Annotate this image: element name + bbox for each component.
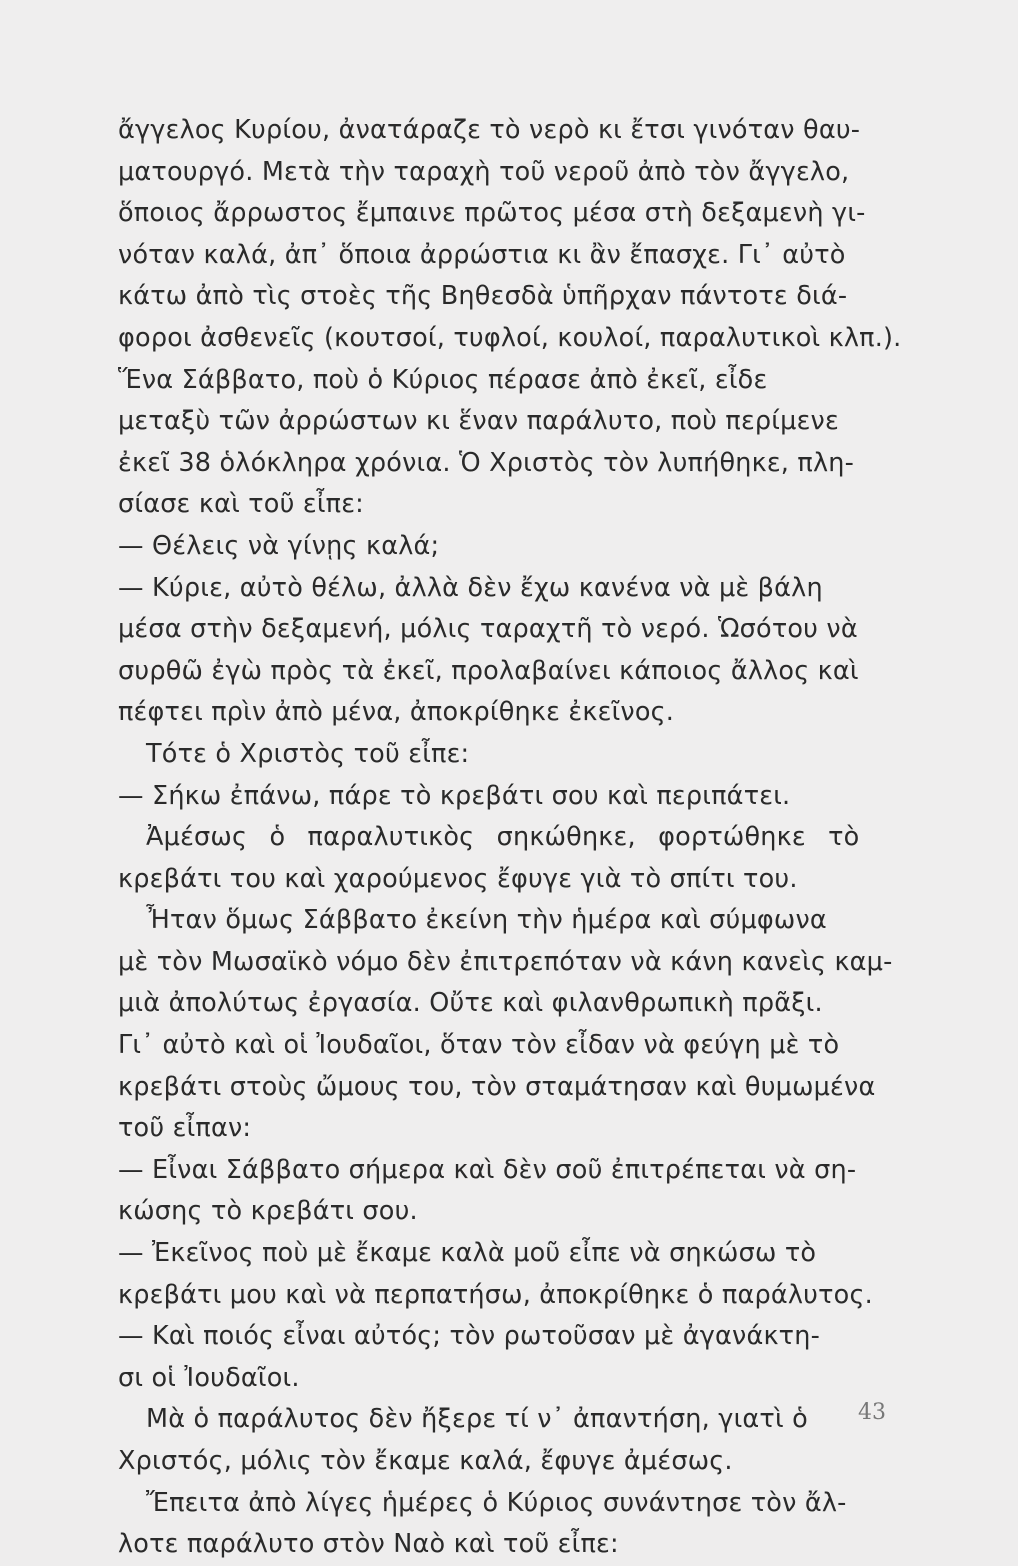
text-line: ὅποιος ἄρρωστος ἔμπαινε πρῶτος μέσα στὴ δεξαμενὴ γι- — [118, 198, 866, 229]
text-line: μεταξὺ τῶν ἀρρώστων κι ἕναν παράλυτο, ποὺ περίμενε — [118, 406, 839, 437]
text-line: σι οἱ Ἰουδαῖοι. — [118, 1362, 300, 1393]
text-line: μιὰ ἀπολύτως ἐργασία. Οὔτε καὶ φιλανθρωπικὴ πρᾶξι. — [118, 988, 823, 1019]
text-line: μὲ τὸν Μωσαϊκὸ νόμο δὲν ἐπιτρεπόταν νὰ κάνη κανεὶς καμ- — [118, 946, 893, 977]
text-line: Τότε ὁ Χριστὸς τοῦ εἶπε: — [146, 738, 470, 769]
text-line: κώσης τὸ κρεβάτι σου. — [118, 1196, 418, 1227]
text-line: φοροι ἀσθενεῖς (κουτσοί, τυφλοί, κουλοί, παραλυτικοὶ κλπ.). — [118, 322, 902, 353]
text-line: ἐκεῖ 38 ὁλόκληρα χρόνια. Ὁ Χριστὸς τὸν λυπήθηκε, πλη- — [118, 447, 855, 478]
text-line: Ἀμέσως ὁ παραλυτικὸς σηκώθηκε, φορτώθηκε τὸ — [146, 822, 860, 853]
text-line: — Ἐκεῖνος ποὺ μὲ ἔκαμε καλὰ μοῦ εἶπε νὰ σηκώσω τὸ — [118, 1238, 817, 1269]
text-line: Ἕνα Σάββατο, ποὺ ὁ Κύριος πέρασε ἀπὸ ἐκεῖ, εἶδε — [118, 364, 768, 395]
page-number: 43 — [858, 1400, 886, 1425]
text-line: κάτω ἀπὸ τὶς στοὲς τῆς Βηθεσδὰ ὑπῆρχαν πάντοτε διά- — [118, 281, 848, 312]
body-text — [118, 110, 902, 1566]
text-line: λοτε παράλυτο στὸν Ναὸ καὶ τοῦ εἶπε: — [118, 1529, 619, 1560]
text-line: τοῦ εἶπαν: — [118, 1113, 252, 1144]
text-line: κρεβάτι μου καὶ νὰ περπατήσω, ἀποκρίθηκε ὁ παράλυτος. — [118, 1279, 873, 1310]
text-line: Ἔπειτα ἀπὸ λίγες ἡμέρες ὁ Κύριος συνάντησε τὸν ἄλ- — [146, 1487, 847, 1518]
text-line: Γι᾽ αὐτὸ καὶ οἱ Ἰουδαῖοι, ὅταν τὸν εἶδαν νὰ φεύγη μὲ τὸ — [118, 1030, 840, 1061]
text-line: κρεβάτι στοὺς ὤμους του, τὸν σταμάτησαν καὶ θυμωμένα — [118, 1071, 876, 1102]
text-line: Μὰ ὁ παράλυτος δὲν ἤξερε τί ν᾽ ἀπαντήση, γιατὶ ὁ — [146, 1404, 808, 1435]
text-line: πέφτει πρὶν ἀπὸ μένα, ἀποκρίθηκε ἐκεῖνος. — [118, 697, 675, 728]
text-line: ματουργό. Μετὰ τὴν ταραχὴ τοῦ νεροῦ ἀπὸ τὸν ἄγγελο, — [118, 156, 850, 187]
text-line: ἄγγελος Κυρίου, ἀνατάραζε τὸ νερὸ κι ἔτσι γινόταν θαυ- — [118, 115, 861, 145]
text-line: — Κύριε, αὐτὸ θέλω, ἀλλὰ δὲν ἔχω κανένα νὰ μὲ βάλη — [118, 572, 823, 603]
text-line: Χριστός, μόλις τὸν ἔκαμε καλά, ἔφυγε ἀμέσως. — [118, 1446, 733, 1476]
text-line: — Εἶναι Σάββατο σήμερα καὶ δὲν σοῦ ἐπιτρέπεται νὰ ση- — [118, 1154, 857, 1185]
text-line: σίασε καὶ τοῦ εἶπε: — [118, 489, 364, 520]
text-line: — Καὶ ποιός εἶναι αὐτός; τὸν ρωτοῦσαν μὲ ἀγανάκτη- — [118, 1321, 820, 1352]
text-line: — Θέλεις νὰ γίνῃς καλά; — [118, 530, 440, 561]
text-line: — Σήκω ἐπάνω, πάρε τὸ κρεβάτι σου καὶ περιπάτει. — [118, 780, 791, 811]
text-line: μέσα στὴν δεξαμενή, μόλις ταραχτῆ τὸ νερό. Ὡσότου νὰ — [118, 614, 858, 645]
text-line: κρεβάτι του καὶ χαρούμενος ἔφυγε γιὰ τὸ σπίτι του. — [118, 863, 798, 894]
text-line: Ἦταν ὅμως Σάββατο ἐκείνη τὴν ἡμέρα καὶ σύμφωνα — [146, 905, 827, 936]
text-line: συρθῶ ἐγὼ πρὸς τὰ ἐκεῖ, προλαβαίνει κάποιος ἄλλος καὶ — [118, 655, 859, 686]
text-line: νόταν καλά, ἀπ᾽ ὅποια ἀρρώστια κι ἂν ἔπασχε. Γι᾽ αὐτὸ — [118, 239, 846, 270]
